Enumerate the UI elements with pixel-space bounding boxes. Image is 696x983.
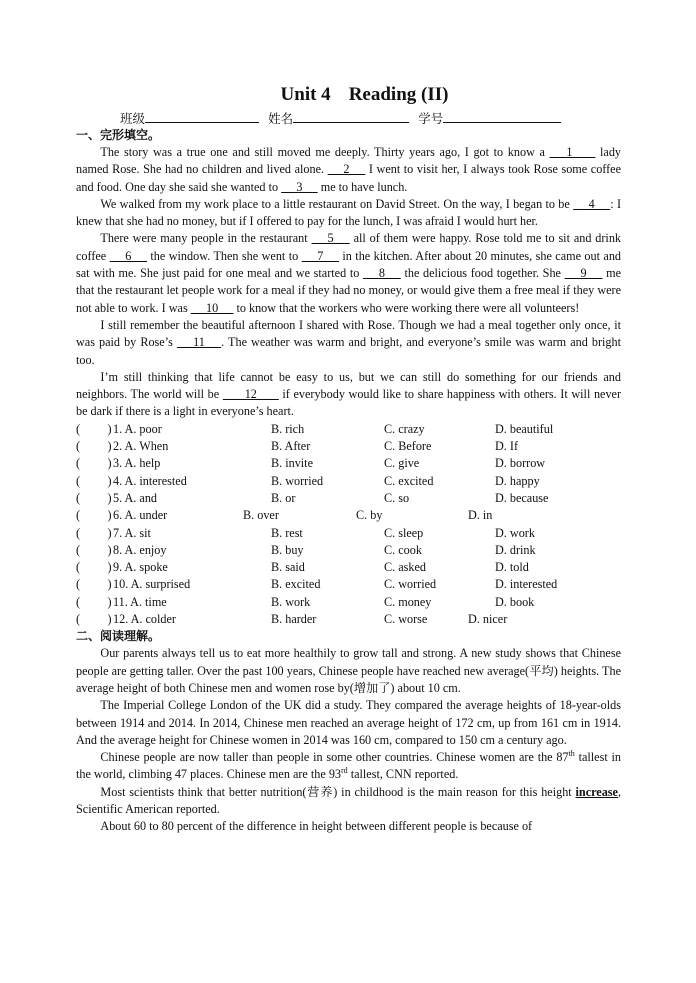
option-d: D. nicer bbox=[468, 612, 508, 627]
passage-paragraph: I still remember the beautiful afternoon I shared with Rose. Though we had a meal together only once, it was paid by Rose’s __11__ . The weather was warm and bright, and everyone’s smile was warm and bright too. bbox=[76, 317, 621, 367]
passage-paragraph: About 60 to 80 percent of the difference in height between different people is because of bbox=[100, 819, 533, 834]
section-heading: 一、完形填空。 bbox=[76, 128, 161, 142]
option-c: C. money bbox=[384, 594, 432, 609]
option-d: D. book bbox=[495, 594, 535, 609]
section-heading: 二、阅读理解。 bbox=[76, 629, 161, 644]
passage-paragraph: I’m still thinking that life cannot be easy to us, but we can still do something for our friends and neighbors. The world will be ___12___ if everybody would like to share happiness with others. It will never be dark if there is a light in everyone’s heart. bbox=[76, 369, 622, 419]
question-list bbox=[76, 421, 621, 629]
option-a: 2. A. When bbox=[113, 439, 169, 454]
option-a: 9. A. spoke bbox=[113, 560, 168, 575]
page-title: Unit 4 Reading (II) bbox=[280, 84, 449, 105]
option-a: 11. A. time bbox=[113, 594, 167, 609]
option-a: 6. A. under bbox=[113, 508, 168, 523]
option-d: D. beautiful bbox=[495, 421, 554, 436]
passage-paragraph: The story was a true one and still moved me deeply. Thirty years ago, I got to know a __1___ lady named Rose. She had no children and lived alone. __2__ I went to visit her, I always took Rose some coffee and food. One day she said she wanted to __3__ me to have lunch. bbox=[76, 145, 622, 194]
name-field[interactable] bbox=[293, 110, 409, 123]
option-b: B. excited bbox=[271, 577, 321, 592]
option-c: C. so bbox=[384, 490, 410, 505]
answer-bracket[interactable]: ( ) bbox=[76, 439, 112, 454]
option-c: C. cook bbox=[384, 542, 422, 557]
option-b: B. invite bbox=[271, 456, 313, 471]
answer-bracket[interactable]: ( ) bbox=[76, 594, 112, 609]
option-d: D. because bbox=[495, 490, 549, 505]
option-c: C. Before bbox=[384, 439, 432, 454]
question-row bbox=[76, 490, 621, 507]
option-a: 8. A. enjoy bbox=[113, 542, 167, 557]
option-c: C. sleep bbox=[384, 525, 424, 540]
answer-bracket[interactable]: ( ) bbox=[76, 560, 112, 575]
option-b: B. or bbox=[271, 490, 296, 505]
question-row bbox=[76, 542, 621, 559]
question-row bbox=[76, 611, 621, 628]
option-d: D. borrow bbox=[495, 456, 546, 471]
question-row bbox=[76, 455, 621, 472]
passage-paragraph: Our parents always tell us to eat more healthily to grow tall and strong. A new study shows that Chinese people are getting taller. Over the past 100 years, Chinese people have reached new average(平均) heights. The average height of both Chinese men and women rose by(增加了) about 10 cm. bbox=[76, 646, 621, 695]
question-row bbox=[76, 438, 621, 455]
option-c: C. worried bbox=[384, 577, 437, 592]
option-b: B. buy bbox=[271, 542, 304, 557]
question-row bbox=[76, 507, 621, 524]
option-a: 5. A. and bbox=[113, 490, 158, 505]
option-a: 10. A. surprised bbox=[113, 577, 191, 592]
option-d: D. work bbox=[495, 525, 535, 540]
answer-bracket[interactable]: ( ) bbox=[76, 577, 112, 592]
option-d: D. drink bbox=[495, 542, 536, 557]
option-c: C. give bbox=[384, 456, 420, 471]
option-a: 12. A. colder bbox=[113, 612, 176, 627]
passage-paragraph: Chinese people are now taller than people in some other countries. Chinese women are the 87th tallest in the world, climbing 47 places. Chinese men are the 93rd tallest, CNN reported. bbox=[76, 749, 621, 782]
option-d: D. in bbox=[468, 508, 493, 523]
option-b: B. worried bbox=[271, 473, 324, 488]
answer-bracket[interactable]: ( ) bbox=[76, 612, 112, 627]
answer-bracket[interactable]: ( ) bbox=[76, 421, 112, 436]
option-c: C. worse bbox=[384, 612, 428, 627]
option-c: C. crazy bbox=[384, 421, 425, 436]
class-field[interactable] bbox=[145, 110, 259, 123]
answer-bracket[interactable]: ( ) bbox=[76, 490, 112, 505]
option-b: B. said bbox=[271, 560, 305, 575]
question-row bbox=[76, 594, 621, 611]
question-row bbox=[76, 421, 621, 438]
option-d: D. told bbox=[495, 560, 529, 575]
question-row bbox=[76, 559, 621, 576]
passage-paragraph: Most scientists think that better nutrition(营养) in childhood is the main reason for this height increase, Scientific American reported. bbox=[76, 784, 621, 816]
answer-bracket[interactable]: ( ) bbox=[76, 525, 112, 540]
option-b: B. After bbox=[271, 439, 311, 454]
id-field[interactable] bbox=[443, 110, 561, 123]
option-a: 1. A. poor bbox=[113, 421, 162, 436]
student-info: 班级 姓名 学号 bbox=[76, 110, 621, 127]
option-c: C. asked bbox=[384, 560, 426, 575]
answer-bracket[interactable]: ( ) bbox=[76, 542, 112, 557]
option-b: B. over bbox=[243, 508, 279, 523]
option-b: B. harder bbox=[271, 612, 317, 627]
question-row bbox=[76, 473, 621, 490]
option-a: 7. A. sit bbox=[113, 525, 151, 540]
worksheet-page bbox=[76, 82, 621, 836]
option-a: 3. A. help bbox=[113, 456, 161, 471]
option-d: D. happy bbox=[495, 473, 540, 488]
option-b: B. rich bbox=[271, 421, 305, 436]
passage-paragraph: We walked from my work place to a little restaurant on David Street. On the way, I began to be __4__ : I knew that she had no money, but if I offered to pay for the lunch, I was afraid I would hurt her. bbox=[76, 196, 621, 229]
option-b: B. rest bbox=[271, 525, 303, 540]
answer-bracket[interactable]: ( ) bbox=[76, 456, 112, 471]
question-row bbox=[76, 576, 621, 593]
option-c: C. by bbox=[356, 508, 383, 523]
question-row bbox=[76, 525, 621, 542]
answer-bracket[interactable]: ( ) bbox=[76, 508, 112, 523]
option-b: B. work bbox=[271, 594, 311, 609]
option-c: C. excited bbox=[384, 473, 434, 488]
option-a: 4. A. interested bbox=[113, 473, 187, 488]
answer-bracket[interactable]: ( ) bbox=[76, 473, 112, 488]
passage-paragraph: The Imperial College London of the UK did a study. They compared the average heights of 18-year-olds between 1914 and 2014. In 2014, Chinese men reached an average height of 172 cm, up from 161 cm in 1914. And the average height for Chinese women in 2014 was 160 cm, compared to 150 cm a century ago. bbox=[76, 698, 621, 747]
option-d: D. If bbox=[495, 439, 519, 454]
option-d: D. interested bbox=[495, 577, 558, 592]
passage-paragraph: There were many people in the restaurant __5__ all of them were happy. Rose told me to sit and drink coffee __6__ the window. Then she went to __7__ in the kitchen. After about 20 minutes, she came out and sat with me. She just paid for one meal and we started to __8__ the delicious food together. She __9__ me that the restaurant let people work for a meal if they had no money, or would give them a free meal if they were not able to work. I was __10__ to know that the workers who were working there were all volunteers! bbox=[76, 231, 622, 315]
